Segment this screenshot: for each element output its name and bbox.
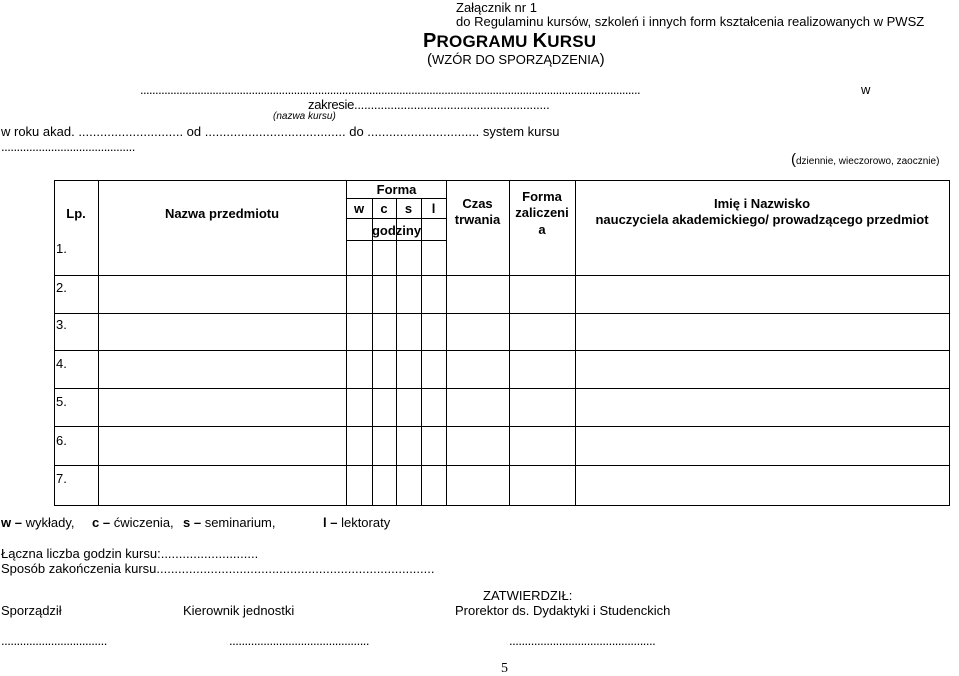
legend-l — [323, 516, 390, 529]
title-k: K — [532, 30, 548, 52]
header-forma: Forma — [376, 182, 417, 197]
legend-l-key: l – — [323, 515, 338, 530]
table-bottom-border — [54, 505, 950, 506]
header-assessment — [509, 189, 575, 238]
col-sep-lp — [98, 180, 99, 506]
header-godziny: godziny — [371, 223, 422, 238]
total-hours-line: Łączna liczba godzin kursu:........................... — [1, 546, 259, 561]
legend-s-key: s – — [183, 515, 202, 530]
regulation-reference: do Regulaminu kursów, szkoleń i innych form kształcenia realizowanych w PWSZ — [456, 14, 925, 29]
header-s: s — [404, 201, 413, 216]
header-assessment-3: a — [538, 221, 546, 237]
table-left-border — [54, 180, 55, 506]
signature-line-1: .................................. — [1, 633, 107, 648]
subtitle-text: WZÓR DO SPORZĄDZENIA — [432, 52, 600, 67]
godziny-bottom-line — [346, 240, 447, 241]
attachment-label: Załącznik nr 1 — [456, 0, 537, 15]
system-hint — [791, 152, 939, 167]
header-duration-1: Czas — [462, 196, 493, 211]
row-number: 6. — [56, 433, 67, 448]
legend-s — [183, 516, 276, 529]
header-c: c — [380, 201, 388, 216]
course-name-hint: (nazwa kursu) — [273, 111, 336, 122]
header-duration-2: trwania — [454, 212, 501, 228]
row-sep-5 — [54, 426, 950, 427]
legend-c-key: c – — [92, 515, 111, 530]
row-number: 3. — [56, 317, 67, 332]
scope-line: zakresie........................................................... — [308, 97, 550, 112]
row-number: 2. — [56, 280, 67, 295]
legend-c-text: ćwiczenia, — [110, 515, 174, 530]
completion-line: Sposób zakończenia kursu............................................................................. — [1, 561, 435, 576]
signature-line-2: ............................................. — [229, 633, 370, 648]
subtitle-open: ( — [427, 51, 432, 68]
legend-c — [92, 516, 174, 529]
document-title — [423, 31, 596, 51]
title-rogramu: ROGRAMU — [436, 32, 533, 51]
system-hint-paren: ( — [791, 151, 796, 168]
header-subject-name: Nazwa przedmiotu — [164, 206, 280, 221]
subtitle-close: ) — [599, 51, 605, 68]
row-sep-6 — [54, 465, 950, 466]
document-subtitle — [427, 52, 605, 67]
header-assessment-1: Forma — [522, 189, 562, 204]
title-ursu: URSU — [547, 32, 597, 51]
legend-w-text: wykłady, — [21, 515, 75, 530]
header-l: l — [431, 201, 436, 216]
unit-head-label: Kierownik jednostki — [183, 603, 295, 618]
row-sep-1 — [54, 275, 950, 276]
row-sep-2 — [54, 313, 950, 314]
col-sep-w — [372, 198, 373, 506]
header-duration — [446, 196, 509, 229]
prorector-label: Prorektor ds. Dydaktyki i Studenckich — [455, 603, 671, 618]
row-number: 5. — [56, 394, 67, 409]
table-top-border — [54, 180, 950, 181]
title-p: P — [423, 30, 437, 52]
course-title-w: w — [861, 82, 871, 97]
page-number: 5 — [501, 661, 508, 676]
row-sep-3 — [54, 350, 950, 351]
col-sep-c — [396, 198, 397, 506]
academic-year-line: w roku akad. ............................. od ....................................... do ............................... system kursu — [1, 124, 560, 139]
row-sep-4 — [54, 388, 950, 389]
approved-label: ZATWIERDZIŁ: — [483, 588, 573, 603]
system-hint-text: dziennie, wieczorowo, zaocznie) — [796, 156, 940, 167]
col-sep-zal — [575, 180, 576, 506]
legend-l-text: lektoraty — [337, 515, 391, 530]
header-w: w — [353, 201, 365, 216]
header-assessment-2: zaliczeni — [515, 205, 569, 221]
row-number: 1. — [56, 241, 67, 256]
col-sep-s — [421, 198, 422, 506]
prepared-by-label: Sporządził — [1, 603, 62, 618]
header-lp: Lp. — [66, 206, 86, 221]
table-right-border — [949, 180, 950, 506]
legend-w-key: w – — [1, 515, 22, 530]
row-number: 7. — [56, 471, 67, 486]
signature-line-3: ............................................... — [509, 633, 656, 648]
header-teacher — [575, 196, 949, 229]
header-teacher-2: nauczyciela akademickiego/ prowadzącego przedmiot — [595, 212, 929, 228]
legend-w — [1, 516, 74, 529]
row-number: 4. — [56, 356, 67, 371]
course-title-dots: ...................................................................................................................................................................... — [140, 82, 640, 97]
header-teacher-1: Imię i Nazwisko — [713, 196, 811, 211]
legend-s-text: seminarium, — [201, 515, 276, 530]
system-dots: ........................................... — [1, 139, 135, 154]
godziny-top-line — [346, 218, 447, 219]
